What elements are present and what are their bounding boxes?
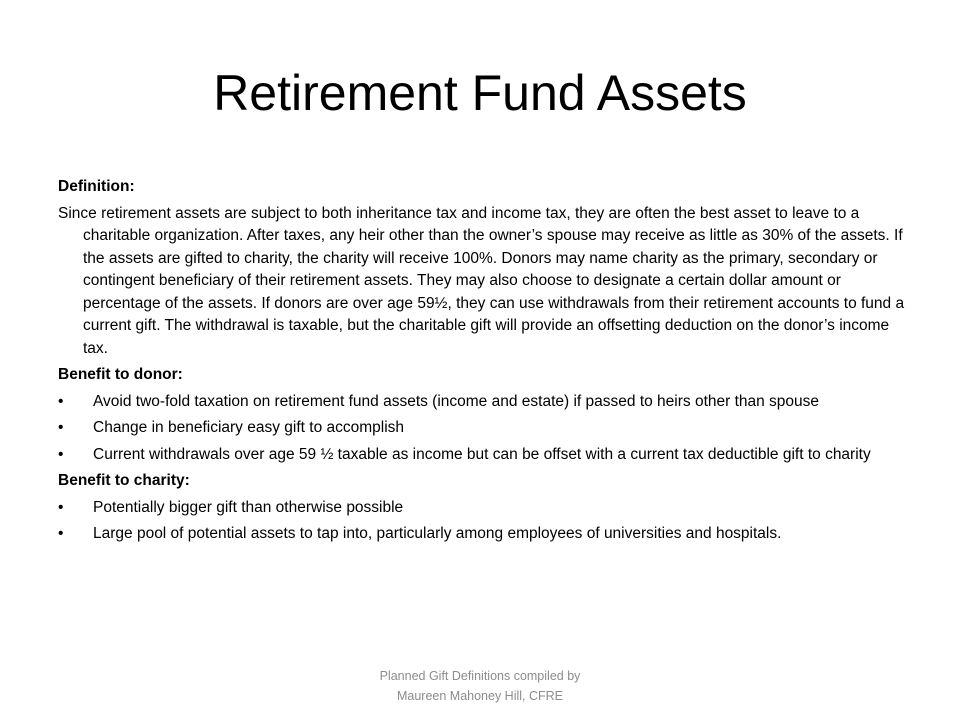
- benefit-donor-list: [58, 391, 908, 467]
- bullet-icon: •: [58, 525, 64, 542]
- benefit-charity-heading: Benefit to charity:: [58, 472, 190, 489]
- list-item: [58, 497, 908, 520]
- bullet-icon: •: [58, 392, 64, 410]
- definition-text: Since retirement assets are subject to both inheritance tax and income tax, they are often the best asset to leave to a charitable organization. After taxes, any heir other than the owner’s spouse may receive as little as 30% of the assets. If the assets are gifted to charity, the charity will receive 100%. Donors may name charity as the primary, secondary or contingent beneficiary of their retirement assets. They may also choose to designate a certain dollar amount or percentage of the assets. If donors are over age 59½, they can use withdrawals from their retirement accounts to fund a current gift. The withdrawal is taxable, but the charitable gift will provide an offsetting deduction on the donor’s income tax.: [58, 204, 905, 357]
- definition-heading: Definition:: [58, 178, 135, 195]
- slide-body: [58, 176, 908, 550]
- list-item-text: Large pool of potential assets to tap into, particularly among employees of universities and hospitals.: [93, 525, 782, 542]
- list-item: [58, 444, 908, 467]
- list-item-text: Potentially bigger gift than otherwise possible: [93, 498, 404, 516]
- list-item-text: Avoid two-fold taxation on retirement fund assets (income and estate) if passed to heirs other than spouse: [93, 392, 820, 410]
- list-item: [58, 417, 908, 440]
- bullet-icon: •: [58, 498, 64, 516]
- slide-title: Retirement Fund Assets: [213, 65, 747, 121]
- footer-line-1: Planned Gift Definitions compiled by: [379, 669, 581, 683]
- bullet-icon: •: [58, 445, 64, 463]
- footer-line-2: Maureen Mahoney Hill, CFRE: [396, 689, 564, 703]
- benefit-charity-list: [58, 497, 908, 546]
- list-item: [58, 391, 908, 414]
- list-item-text: Current withdrawals over age 59 ½ taxable as income but can be offset with a current tax deductible gift to charity: [93, 445, 871, 463]
- slide-footer: [330, 666, 630, 706]
- bullet-icon: •: [58, 419, 64, 436]
- list-item-text: Change in beneficiary easy gift to accomplish: [93, 419, 405, 436]
- list-item: [58, 523, 908, 546]
- benefit-donor-heading: Benefit to donor:: [58, 366, 183, 383]
